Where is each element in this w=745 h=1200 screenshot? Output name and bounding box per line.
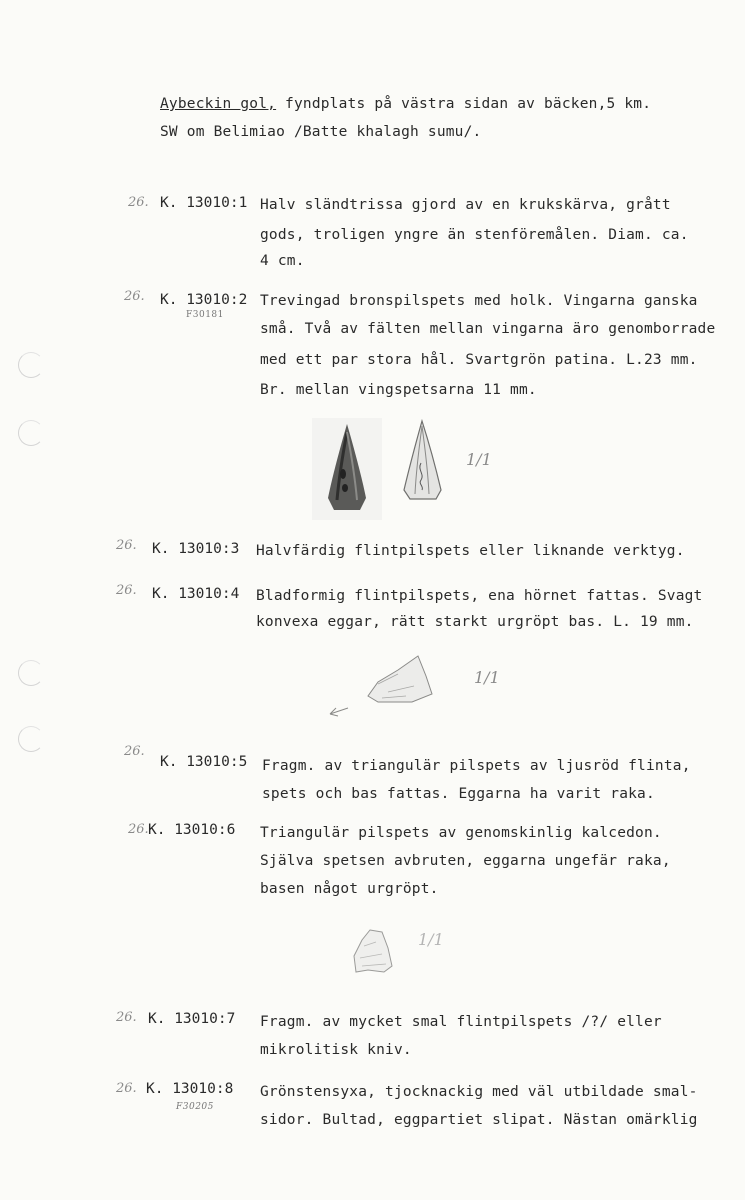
pencil-mark: 26. bbox=[124, 289, 145, 304]
heading-place: Aybeckin gol, bbox=[160, 96, 277, 112]
catalogue-number: K. 13010:6 bbox=[148, 822, 236, 838]
flint-point-drawing bbox=[328, 652, 438, 722]
entry-text: Fragm. av triangulär pilspets av ljusröd flinta, bbox=[262, 758, 691, 774]
entry-text: Trevingad bronspilspets med holk. Vingarna ganska bbox=[260, 293, 698, 309]
entry-text: små. Två av fälten mellan vingarna äro genomborrade bbox=[260, 321, 716, 337]
arrowhead-drawing bbox=[398, 418, 446, 503]
pencil-mark: 26. bbox=[116, 1081, 137, 1096]
heading-line-2: SW om Belimiao /Batte khalagh sumu/. bbox=[160, 124, 482, 140]
catalogue-number: K. 13010:3 bbox=[152, 541, 240, 557]
heading-line-1 bbox=[160, 96, 651, 112]
binder-hole bbox=[18, 352, 44, 378]
entry-text: sidor. Bultad, eggpartiet slipat. Nästan omärklig bbox=[260, 1112, 698, 1128]
entry-text: konvexa eggar, rätt starkt urgröpt bas. L. 19 mm. bbox=[256, 614, 694, 630]
catalogue-number: K. 13010:8 bbox=[146, 1081, 234, 1097]
pencil-mark: 26. bbox=[124, 744, 145, 759]
binder-hole bbox=[18, 660, 44, 686]
entry-text: Bladformig flintpilspets, ena hörnet fattas. Svagt bbox=[256, 588, 703, 604]
catalogue-number: K. 13010:4 bbox=[152, 586, 240, 602]
pencil-mark: 26. bbox=[116, 583, 137, 598]
scale-mark: 1/1 bbox=[466, 450, 492, 469]
catalogue-number: K. 13010:1 bbox=[160, 195, 248, 211]
scale-mark: 1/1 bbox=[474, 668, 500, 687]
entry-text: mikrolitisk kniv. bbox=[260, 1042, 412, 1058]
chalcedony-point-drawing bbox=[346, 926, 406, 978]
entry-text: Triangulär pilspets av genomskinlig kalcedon. bbox=[260, 825, 662, 841]
entry-text: Fragm. av mycket smal flintpilspets /?/ eller bbox=[260, 1014, 662, 1030]
scale-mark: 1/1 bbox=[418, 930, 444, 949]
binder-hole bbox=[18, 726, 44, 752]
pencil-mark: 26. bbox=[128, 195, 149, 210]
binder-hole bbox=[18, 420, 44, 446]
entry-text: gods, troligen yngre än stenföremålen. Diam. ca. bbox=[260, 227, 689, 243]
arrowhead-photo bbox=[312, 418, 382, 520]
entry-text: Grönstensyxa, tjocknackig med väl utbildade smal- bbox=[260, 1084, 698, 1100]
catalogue-number: K. 13010:5 bbox=[160, 754, 248, 770]
catalogue-number: K. 13010:2 bbox=[160, 292, 248, 308]
entry-text: 4 cm. bbox=[260, 253, 305, 269]
entry-text: spets och bas fattas. Eggarna ha varit raka. bbox=[262, 786, 655, 802]
entry-text: Själva spetsen avbruten, eggarna ungefär raka, bbox=[260, 853, 671, 869]
entry-text: basen något urgröpt. bbox=[260, 881, 439, 897]
entry-text: Halv sländtrissa gjord av en krukskärva, grått bbox=[260, 197, 671, 213]
entry-text: Br. mellan vingspetsarna 11 mm. bbox=[260, 382, 537, 398]
pencil-mark: 26. bbox=[128, 822, 149, 837]
entry-text: Halvfärdig flintpilspets eller liknande verktyg. bbox=[256, 543, 685, 559]
heading-rest: fyndplats på västra sidan av bäcken,5 km. bbox=[285, 96, 652, 112]
pencil-mark: 26. bbox=[116, 1010, 137, 1025]
catalogue-number: K. 13010:7 bbox=[148, 1011, 236, 1027]
pencil-note: F30181 bbox=[186, 310, 224, 320]
pencil-note: F30205 bbox=[176, 1102, 214, 1112]
entry-text: med ett par stora hål. Svartgrön patina. L.23 mm. bbox=[260, 352, 698, 368]
pencil-mark: 26. bbox=[116, 538, 137, 553]
